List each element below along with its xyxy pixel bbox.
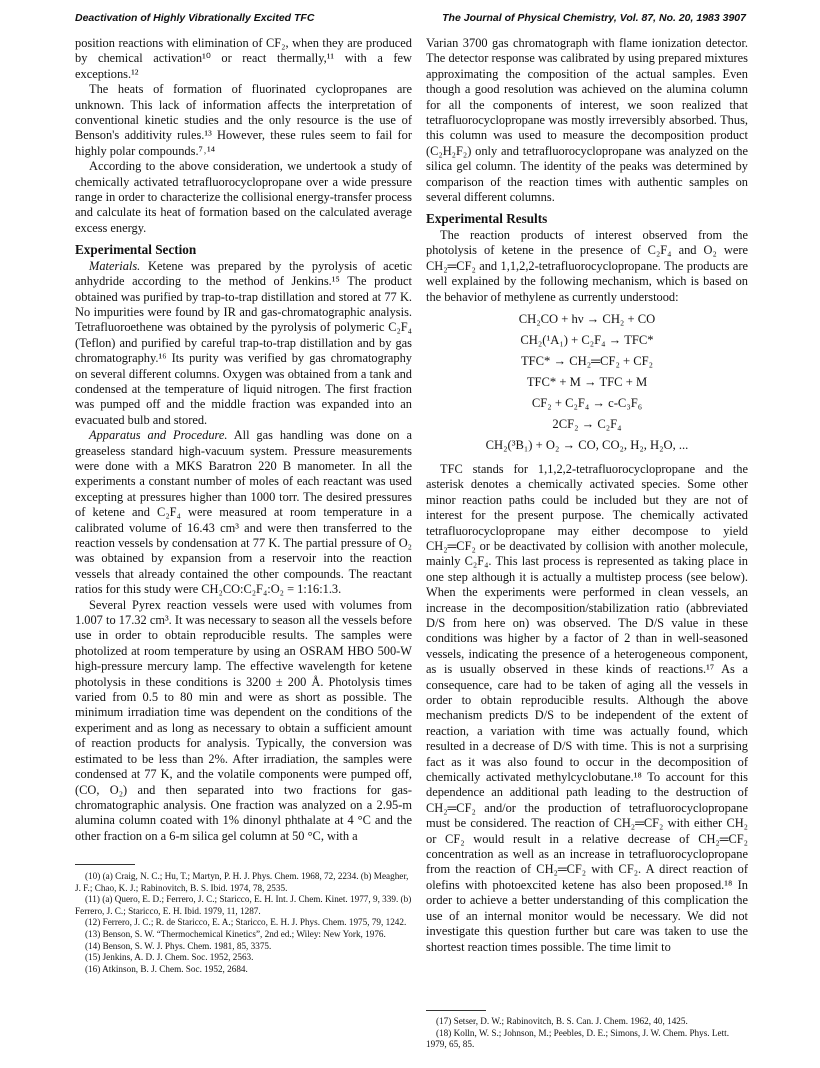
equation: CH₂(¹A₁) + C₂F₄ → TFC* <box>520 332 654 347</box>
mechanism-equations <box>426 309 748 456</box>
equation: TFC* → CH₂═CF₂ + CF₂ <box>520 353 654 368</box>
equation: CH₂CO + hν → CH₂ + CO <box>518 311 656 326</box>
running-header-journal: The Journal of Physical Chemistry, Vol. 87, No. 20, 1983 3907 <box>442 12 746 24</box>
footnote: (12) Ferrero, J. C.; R. de Staricco, E. A.; Staricco, E. H. J. Phys. Chem. 1975, 79, 1242. <box>85 917 407 928</box>
paragraph: The heats of formation of fluorinated cyclopropanes are unknown. This lack of information affects the interpretation of conventional kinetic studies and the only resource is the use of Benson's additivity rules.¹³ However, these rules seem to fail for highly polar compounds.⁷˒¹⁴ <box>75 82 412 158</box>
footnote: (15) Jenkins, A. D. J. Chem. Soc. 1952, 2563. <box>85 952 254 963</box>
footnote: (13) Benson, S. W. “Thermochemical Kinetics”, 2nd ed.; Wiley: New York, 1976. <box>85 928 386 939</box>
equation: TFC* + M → TFC + M <box>526 374 648 389</box>
running-header-title: Deactivation of Highly Vibrationally Excited TFC <box>75 12 315 24</box>
equation: CH₂(³B₁) + O₂ → CO, CO₂, H₂, H₂O, ... <box>485 437 689 452</box>
footnotes-right <box>426 1016 748 1051</box>
paragraph <box>75 259 412 428</box>
equation: 2CF₂ → C₂F₄ <box>552 416 622 431</box>
footnote: (16) Atkinson, B. J. Chem. Soc. 1952, 2684. <box>85 963 248 974</box>
right-column <box>426 36 748 955</box>
paragraph: TFC stands for 1,1,2,2-tetrafluorocyclopropane and the asterisk denotes a chemically activated species. Some other minor reaction paths could be included but they are not of interest for the present purpose. The chemically activated tetrafluorocyclopropane may either decompose to yield CH₂═CF₂ or be deactivated by collision with another molecule, mainly C₂F₄. This last process is represented as taking place in one step although it is actually a multistep process (see below). When the experiments were performed in clean vessels, an increase in the decomposition/stabilization ratio (abbreviated D/S from here on) was observed. The D/S value in these conditions was higher by a factor of 2 than in well-seasoned vessels, indicating the presence of a heterogeneous component, as is usually observed in these kinds of reactions.¹⁷ As a consequence, care had to be taken of aging all the vessels in order to obtain reproducible results. Although the above mechanism predicts D/S to be independent of the extent of reaction, a variation with time was actually found, which resulted in a decrease of D/S with time. This is not a surprising fact as it was also found to occur in the decomposition of chemically activated methylcyclobutane.¹⁸ To account for this dependence an additional path leading to the destruction of CH₂═CF₂ and/or the production of tetrafluorocyclopropane must be considered. The reaction of CH₂═CF₂ with either CH₂ or CF₂ would result in a relative decrease of CH₂═CF₂ concentration as well as an increase in tetrafluorocyclopropane from the reaction of CH₂═CF₂ with CF₂. A direct reaction of olefins with photoexcited ketene has also been proposed.¹⁸ In order to achieve a better understanding of this complication the use of an internal monitor would be necessary. We did not investigate this question further but care was taken to use the shortest reaction times possible. The time limit to <box>426 461 748 954</box>
paragraph: Several Pyrex reaction vessels were used with volumes from 1.007 to 17.32 cm³. It was necessary to season all the vessels before use in order to obtain reproducible results. The samples were photolized at room temperature by using an OSRAM HBO 500-W high-pressure mercury lamp. The effective wavelength for ketene photolysis in these conditions is 3200 ± 200 Å. Photolysis times varied from 0.5 to 80 min and were as short as possible. The minimum irradiation time was dependent on the conditions of the experiment and as long as necessary to obtain a sufficient amount of reaction products for analysis. Typically, the conversion was estimated to be less than 2%. After irradiation, the samples were condensed at 77 K, and the volatile components were pumped off, (CO, O₂) and then separated into two fractions for gas-chromatographic analysis. One fraction was analyzed on a 2.95-m alumina column coated with 1% dinonyl phthalate at 4 °C and the other fraction on a 6-m silica gel column at 50 °C, with a <box>75 597 412 843</box>
paragraph-text: All gas handling was done on a greaseless standard high-vacuum system. Pressure measurements were done with a MKS Baratron 220 B manometer. In all the experiments a constant number of moles of each reactant was used excepting at pressures higher than 1000 torr. The desired pressures of ketene and C₂F₄ were measured at room temperature in a calibrated volume of 16.43 cm³ and were then transferred to the reaction vessels by condensation at 77 K. The partial pressure of O₂ was obtained by expansion from a reservoir into the reaction vessels that already contained the other compounds. The reactant ratios for this study were CH₂CO:C₂F₄:O₂ = 1:16:1.3. <box>75 428 413 597</box>
section-heading: Experimental Section <box>75 242 197 258</box>
footnotes-left <box>75 871 412 975</box>
footnote: (11) (a) Quero, E. D.; Ferrero, J. C.; Staricco, E. H. Int. J. Chem. Kinet. 1977, 9, 339. (b) Ferrero, J. C.; Staricco, E. H. Ibid. 1979, 11, 1287. <box>75 894 412 916</box>
paragraph: position reactions with elimination of CF₂, when they are produced by chemical activation¹⁰ or react thermally,¹¹ with a few exceptions.¹² <box>75 36 412 81</box>
footnote: (17) Setser, D. W.; Rabinovitch, B. S. Can. J. Chem. 1962, 40, 1425. <box>436 1016 688 1026</box>
run-in-heading: Apparatus and Procedure. <box>89 428 228 443</box>
paragraph: Varian 3700 gas chromatograph with flame ionization detector. The detector response was calibrated by using prepared mixtures approximating the composition of the actual samples. Even though a good resolution was achieved on the alumina column for all the components of interest, we soon realized that tetrafluorocyclopropane was mostly irreversibly absorbed. Thus, this column was used to measure the decomposition product (C₂H₂F₂) only and tetrafluorocyclopropane was analyzed on the silica gel column. The identity of the peaks was determined by comparison of the reaction times with authentic samples on several different columns. <box>426 36 748 205</box>
footnote: (10) (a) Craig, N. C.; Hu, T.; Martyn, P. H. J. Phys. Chem. 1968, 72, 2234. (b) Meagher, J. F.; Chao, K. J.; Rabinovitch, B. S. Ibid. 1974, 78, 2535. <box>75 871 409 893</box>
footnote: (18) Kolln, W. S.; Johnson, M.; Peebles, D. E.; Simons, J. W. Chem. Phys. Lett. 1979, 65, 85. <box>426 1027 729 1050</box>
equation: CF₂ + C₂F₄ → c-C₃F₆ <box>531 395 643 410</box>
paragraph <box>75 428 412 597</box>
left-column <box>75 36 412 844</box>
footnote: (14) Benson, S. W. J. Phys. Chem. 1981, 85, 3375. <box>85 940 272 951</box>
paragraph: The reaction products of interest observed from the photolysis of ketene in the presence of C₂F₄ and O₂ were CH₂═CF₂ and 1,1,2,2-tetrafluorocyclopropane. The products are well explained by the following mechanism, which is based on the behavior of methylene as currently understood: <box>426 227 748 304</box>
footnote-rule <box>426 1010 486 1011</box>
paragraph: According to the above consideration, we undertook a study of chemically activated tetrafluorocyclopropane over a wide pressure range in order to characterize the collisional energy-transfer process and calculate its heat of formation based on the calculated average excess energy. <box>75 159 412 235</box>
section-heading: Experimental Results <box>426 211 548 227</box>
footnote-rule <box>75 864 135 865</box>
run-in-heading: Materials. <box>89 258 141 273</box>
paragraph-text: Ketene was prepared by the pyrolysis of acetic anhydride according to the method of Jenkins.¹⁵ The product obtained was purified by trap-to-trap distillation and stored at 77 K. No impurities were found by IR and gas-chromatographic analysis. Tetrafluoroethene was obtained by the pyrolysis of polymeric C₂F₄ (Teflon) and purified by careful trap-to-trap distillation and by gas chromatography.¹⁶ Its purity was verified by gas chromatography on several different columns. Oxygen was obtained from a tank and condensed at the temperature of liquid nitrogen. The first fraction was pumped off and the middle fraction was expanded into an evacuated bulb and stored. <box>75 258 412 427</box>
